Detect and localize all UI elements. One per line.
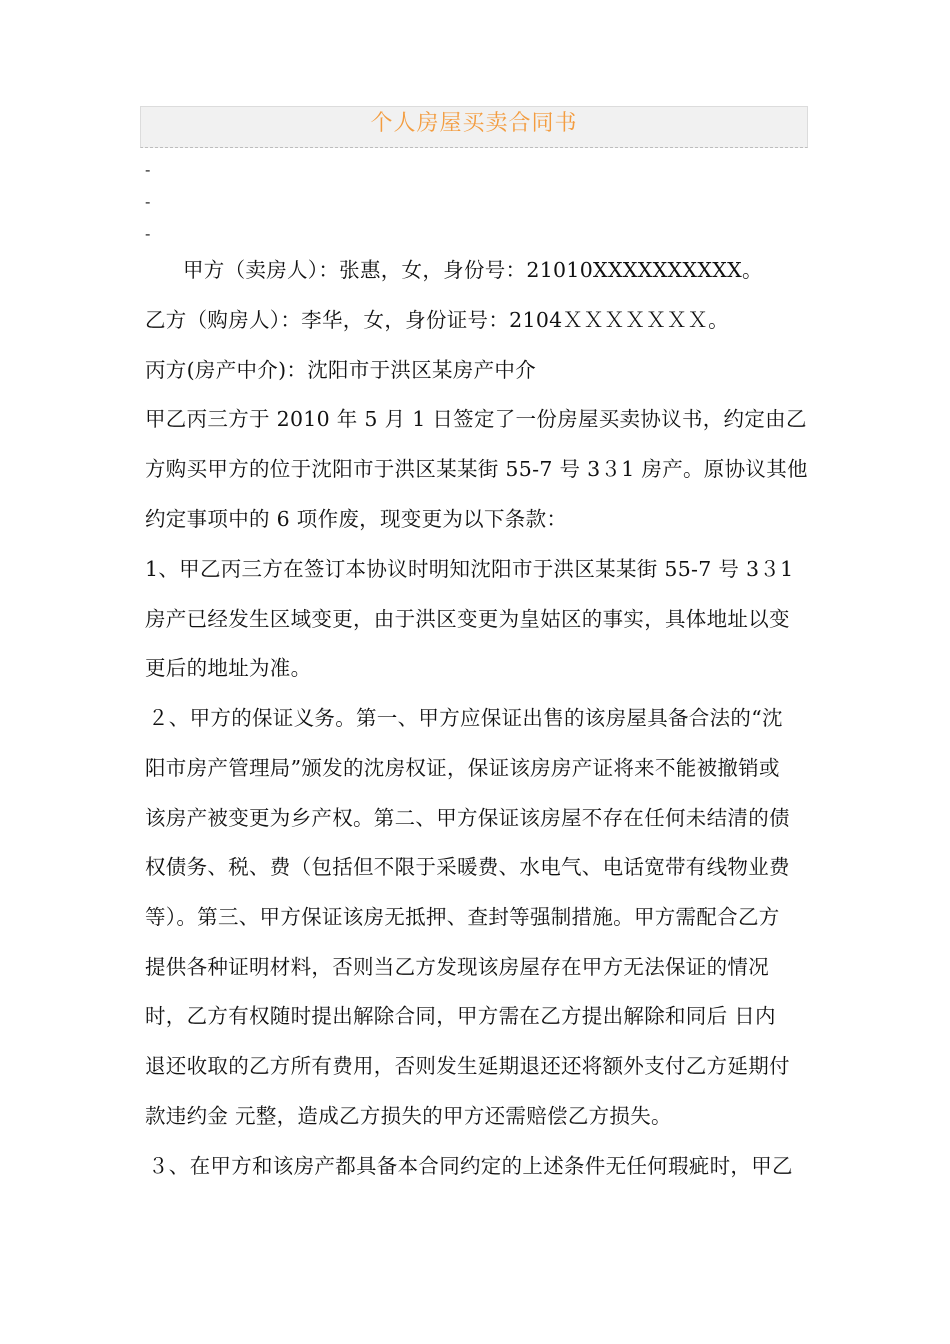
clause-2-line: 等）。第三、甲方保证该房无抵押、查封等强制措施。甲方需配合乙方 xyxy=(145,905,780,929)
clause-2-line: 退还收取的乙方所有费用，否则发生延期退还还将额外支付乙方延期付 xyxy=(145,1054,790,1078)
clause-1-line: 更后的地址为准。 xyxy=(145,656,312,680)
dash-marker: - xyxy=(145,192,151,211)
title-banner xyxy=(140,106,808,148)
clause-2-line: 时，乙方有权随时提出解除合同，甲方需在乙方提出解除和同后 日内 xyxy=(145,1004,776,1028)
preamble-line: 方购买甲方的位于沈阳市于洪区某某街 55-7 号 3３1 房产。原协议其他 xyxy=(145,457,808,481)
clause-2-line: 款违约金 元整，造成乙方损失的甲方还需赔偿乙方损失。 xyxy=(145,1104,672,1128)
clause-3-line: ３、在甲方和该房产都具备本合同约定的上述条件无任何瑕疵时，甲乙 xyxy=(148,1154,793,1178)
document-title: 个人房屋买卖合同书 xyxy=(370,111,578,136)
party-c-line: 丙方(房产中介)：沈阳市于洪区某房产中介 xyxy=(145,358,536,382)
party-a-line: 甲方（卖房人）：张惠，女，身份号：21010XXXXXXXXXX。 xyxy=(183,258,763,282)
dash-marker: - xyxy=(145,224,151,243)
clause-2-line: 权债务、税、费（包括但不限于采暖费、水电气、电话宽带有线物业费 xyxy=(145,855,790,879)
party-b-line: 乙方（购房人）：李华，女，身份证号：2104ＸＸＸＸＸＸＸ。 xyxy=(145,308,729,332)
clause-2-line: 该房产被变更为乡产权。第二、甲方保证该房屋不存在任何未结清的债 xyxy=(145,806,790,830)
clause-2-line: 提供各种证明材料，否则当乙方发现该房屋存在甲方无法保证的情况 xyxy=(145,955,769,979)
preamble-line: 约定事项中的 6 项作废，现变更为以下条款： xyxy=(145,507,568,531)
clause-1-line: 房产已经发生区域变更，由于洪区变更为皇姑区的事实，具体地址以变 xyxy=(145,607,790,631)
dash-marker: - xyxy=(145,160,151,179)
clause-1-line: 1、甲乙丙三方在签订本协议时明知沈阳市于洪区某某街 55-7 号 3３1 xyxy=(145,557,794,581)
preamble-line: 甲乙丙三方于 2010 年 5 月 1 日签定了一份房屋买卖协议书，约定由乙 xyxy=(145,407,807,431)
clause-2-line: 阳市房产管理局”颁发的沈房权证，保证该房房产证将来不能被撤销或 xyxy=(145,756,780,780)
clause-2-line: ２、甲方的保证义务。第一、甲方应保证出售的该房屋具备合法的“沈 xyxy=(148,706,783,730)
